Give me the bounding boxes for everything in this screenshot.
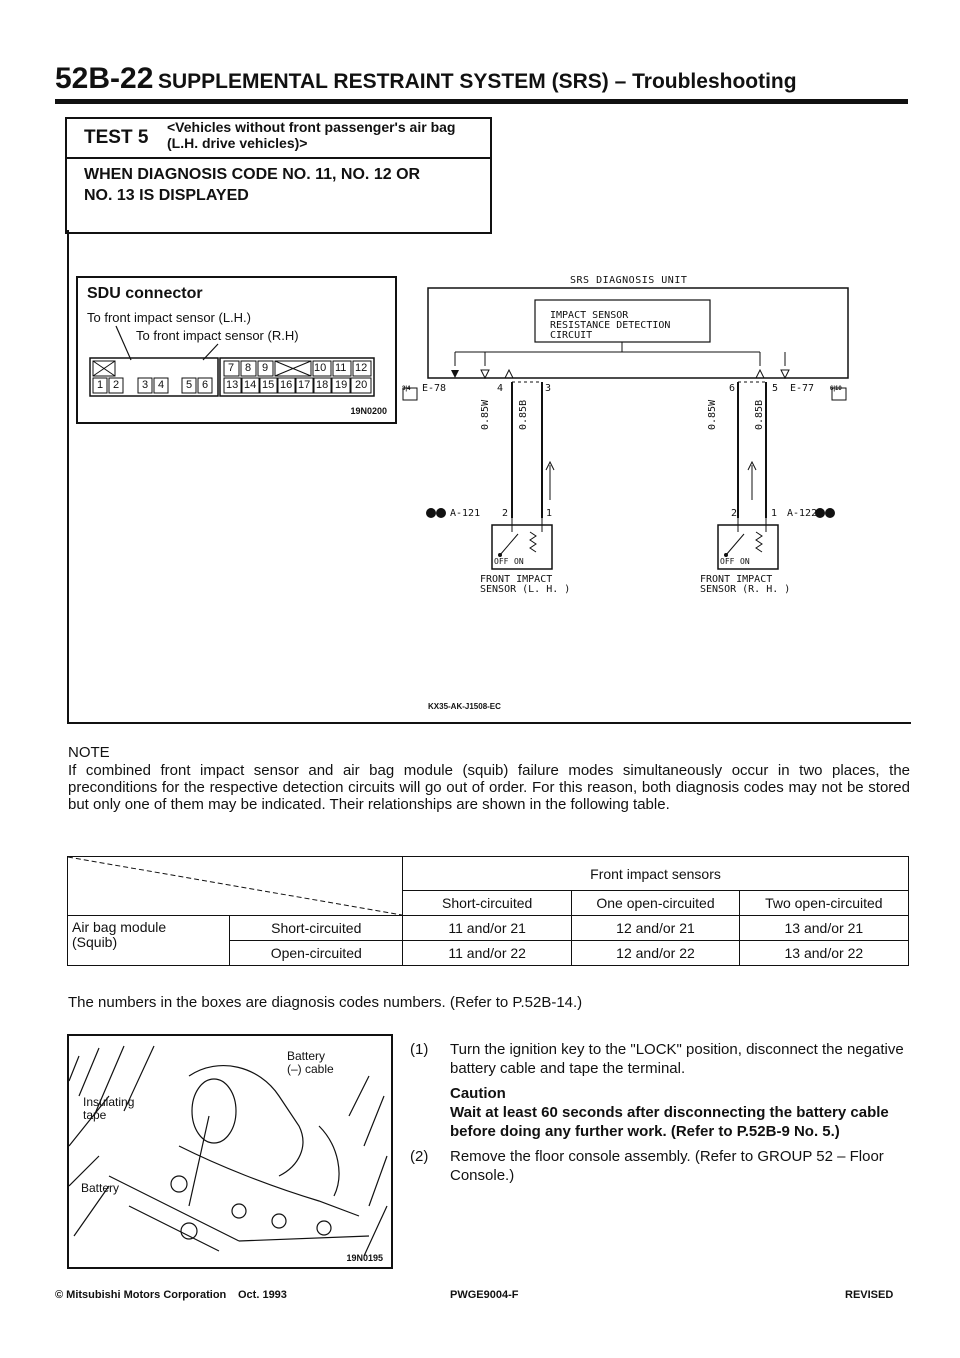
note-body: If combined front impact sensor and air bag module (squib) failure modes simultaneously occur in two places, the preconditions for the respective detection circuits will go out of order. For this reason, both diagnosis codes may not be stored but only one of them may be indicated. Their relationships are shown in the following table. <box>68 762 910 813</box>
pin-label: 4 <box>158 379 165 391</box>
left-wire-label: 0.85W <box>480 399 491 430</box>
left-sensor-line-1: FRONT IMPACT <box>480 574 553 585</box>
left-off-label: OFF <box>494 557 509 566</box>
step-number: (1) <box>410 1041 429 1058</box>
sdu-lh-label: To front impact sensor (L.H.) <box>87 310 251 325</box>
cable-line-2: (–) cable <box>287 1062 334 1076</box>
right-sensor-connector-label: A-122 <box>787 508 818 519</box>
left-sensor-pin: 2 <box>502 508 509 519</box>
sdu-rh-label: To front impact sensor (R.H) <box>136 328 299 343</box>
condition-line-2: NO. 13 IS DISPLAYED <box>84 187 249 204</box>
step-2 <box>410 1147 910 1185</box>
right-on-label: ON <box>740 557 750 566</box>
procedure-steps <box>410 1040 910 1191</box>
pin-label: 5 <box>186 379 193 391</box>
sdu-connector-figure <box>76 276 397 424</box>
right-sensor-line-2: SENSOR (R. H. ) <box>700 584 791 595</box>
row-group-line-2: (Squib) <box>72 934 118 950</box>
pin-label: 13 <box>226 379 239 391</box>
pin-label: 19 <box>335 379 348 391</box>
table-cell: 11 and/or 21 <box>403 916 572 941</box>
caution-body: Wait at least 60 seconds after disconnecting the battery cable before doing any further work. (Refer to P.52B-9 No. 5.) <box>450 1104 889 1140</box>
insulating-tape-label <box>83 1096 134 1122</box>
table-col-header: Short-circuited <box>403 891 572 916</box>
page-title: SUPPLEMENTAL RESTRAINT SYSTEM (SRS) – Troubleshooting <box>158 70 797 93</box>
circuit-figure-code: KX35-AK-J1508-EC <box>428 702 501 711</box>
table-row <box>68 916 909 941</box>
pin-label: 20 <box>355 379 368 391</box>
table-cell: 13 and/or 21 <box>739 916 908 941</box>
pin-label: 1 <box>97 379 104 391</box>
pin-label: 16 <box>280 379 293 391</box>
table-row-label: Short-circuited <box>230 916 403 941</box>
battery-figure <box>67 1034 393 1269</box>
step-text: Remove the floor console assembly. (Refer to GROUP 52 – Floor Console.) <box>450 1148 884 1184</box>
left-sensor-pin: 1 <box>546 508 553 519</box>
table-footnote: The numbers in the boxes are diagnosis codes numbers. (Refer to P.52B-14.) <box>68 994 583 1011</box>
table-cell: 11 and/or 22 <box>403 941 572 966</box>
caution-title: Caution <box>450 1085 506 1102</box>
pin-label: 2 <box>113 379 120 391</box>
detection-line-2: RESISTANCE DETECTION <box>550 320 671 331</box>
test-condition <box>84 164 479 206</box>
left-pin-label: 4 <box>497 383 504 394</box>
footer-status: REVISED <box>845 1289 894 1301</box>
pin-label: 10 <box>314 362 327 374</box>
diagnosis-code-table <box>67 856 909 966</box>
table-row-label: Open-circuited <box>230 941 403 966</box>
sdu-connector-drawing <box>78 278 395 422</box>
right-sensor-pin: 1 <box>771 508 778 519</box>
vehicle-line-2: (L.H. drive vehicles)> <box>167 135 308 151</box>
table-cell: 13 and/or 22 <box>739 941 908 966</box>
pin-label: 3 <box>142 379 149 391</box>
left-connector-tag: 3|4 <box>402 386 411 392</box>
condition-line-1: WHEN DIAGNOSIS CODE NO. 11, NO. 12 OR <box>84 166 421 183</box>
detection-line-3: CIRCUIT <box>550 330 593 341</box>
left-connector-label: E-78 <box>422 383 447 394</box>
right-connector-label: E-77 <box>790 383 815 394</box>
tape-line-1: Insulating <box>83 1095 135 1109</box>
pin-label: 17 <box>298 379 311 391</box>
left-on-label: ON <box>514 557 524 566</box>
step-1 <box>410 1040 910 1141</box>
left-sensor-line-2: SENSOR (L. H. ) <box>480 584 571 595</box>
test-label: TEST 5 <box>84 127 149 148</box>
header-rule <box>55 99 908 104</box>
pin-label: 9 <box>262 362 269 374</box>
note-title: NOTE <box>68 744 110 761</box>
row-group-line-1: Air bag module <box>72 919 167 935</box>
sdu-figure-code: 19N0200 <box>350 406 387 416</box>
right-sensor-line-1: FRONT IMPACT <box>700 574 773 585</box>
footer-copyright: © Mitsubishi Motors Corporation <box>55 1289 227 1301</box>
pin-label: 11 <box>335 362 347 374</box>
pin-label: 18 <box>316 379 329 391</box>
left-sensor-connector-label: A-121 <box>450 508 481 519</box>
left-sensor-label <box>480 575 570 595</box>
srs-unit-label: SRS DIAGNOSIS UNIT <box>570 275 688 286</box>
test-box <box>65 117 492 234</box>
table-cell: 12 and/or 22 <box>572 941 739 966</box>
test-vehicle-scope <box>167 119 477 151</box>
right-off-label: OFF <box>720 557 735 566</box>
pin-label: 15 <box>262 379 275 391</box>
pin-label: 7 <box>228 362 235 374</box>
detection-circuit-label <box>550 311 710 341</box>
right-connector-tag: 6|10 <box>830 386 842 392</box>
table-cell: 12 and/or 21 <box>572 916 739 941</box>
footer-date: Oct. 1993 <box>238 1289 287 1301</box>
left-wire-label: 0.85B <box>518 399 529 430</box>
step-text: Turn the ignition key to the "LOCK" position, disconnect the negative battery cable and tape the terminal. <box>450 1041 904 1077</box>
detection-line-1: IMPACT SENSOR <box>550 310 629 321</box>
page-number: 52B-22 <box>55 62 154 95</box>
right-sensor-pin: 2 <box>731 508 738 519</box>
cable-line-1: Battery <box>287 1049 326 1063</box>
table-corner-cell <box>68 857 403 916</box>
battery-cable-label <box>287 1050 334 1076</box>
step-number: (2) <box>410 1148 429 1165</box>
right-pin-label: 6 <box>729 383 736 394</box>
tape-line-2: tape <box>83 1108 107 1122</box>
table-row-group <box>68 916 230 966</box>
left-pin-label: 3 <box>545 383 552 394</box>
vehicle-line-1: <Vehicles without front passenger's air bag <box>167 119 456 135</box>
sdu-title: SDU connector <box>87 285 203 302</box>
pin-label: 14 <box>244 379 257 391</box>
diagonal-line <box>68 857 402 915</box>
test-header <box>67 119 490 159</box>
pin-label: 6 <box>202 379 209 391</box>
table-col-header: One open-circuited <box>572 891 739 916</box>
battery-drawing <box>69 1036 391 1267</box>
table-col-header: Two open-circuited <box>739 891 908 916</box>
battery-label: Battery <box>81 1181 120 1195</box>
footer-doc-code: PWGE9004-F <box>450 1289 519 1301</box>
right-sensor-label <box>700 575 790 595</box>
pin-label: 8 <box>245 362 252 374</box>
right-wire-label: 0.85W <box>707 399 718 430</box>
table-group-header: Front impact sensors <box>403 857 909 891</box>
right-wire-label: 0.85B <box>754 399 765 430</box>
battery-figure-code: 19N0195 <box>346 1253 383 1263</box>
right-pin-label: 5 <box>772 383 779 394</box>
pin-label: 12 <box>355 362 368 374</box>
